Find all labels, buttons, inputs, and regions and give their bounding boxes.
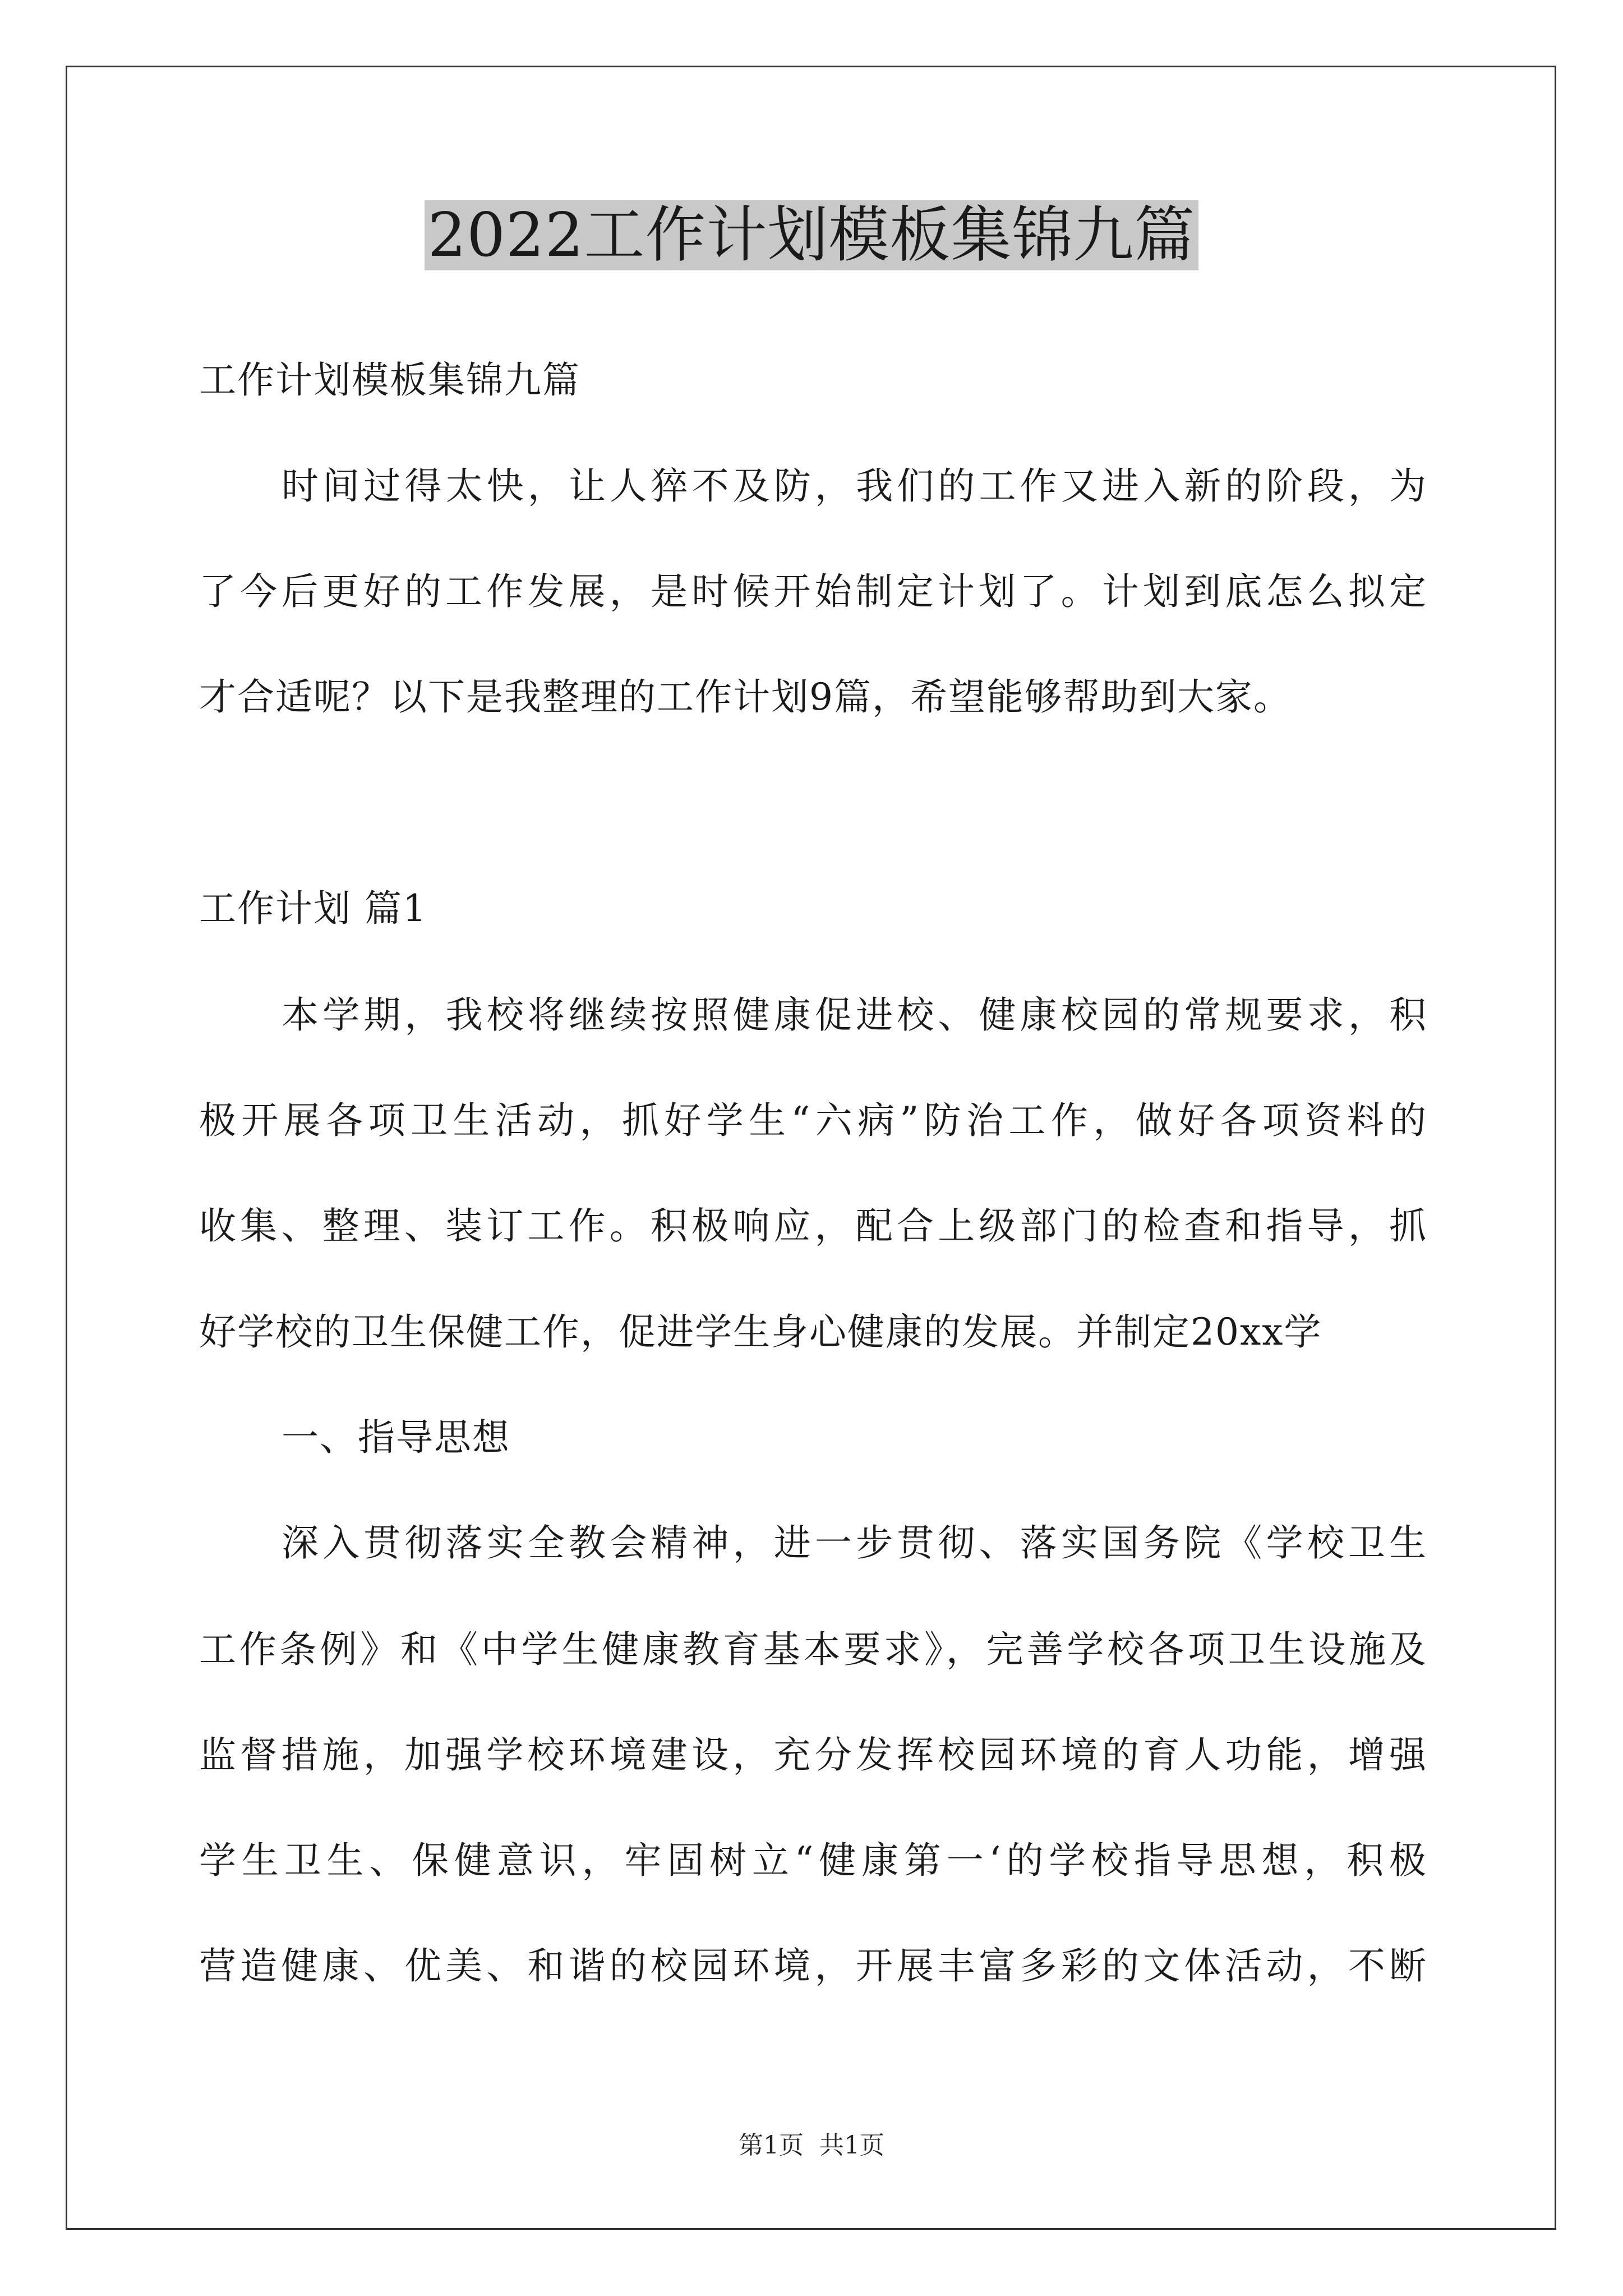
paragraph-line: 了今后更好的工作发展，是时候开始制定计划了。计划到底怎么拟定 [199, 570, 1427, 613]
paragraph-line: 收集、整理、装订工作。积极响应，配合上级部门的检查和指导，抓 [199, 1204, 1427, 1248]
paragraph-line: 才合适呢？以下是我整理的工作计划9篇，希望能够帮助到大家。 [199, 675, 1292, 719]
paragraph-line: 营造健康、优美、和谐的校园环境，开展丰富多彩的文体活动，不断 [199, 1944, 1427, 1987]
document-title-text: 2022工作计划模板集锦九篇 [425, 200, 1199, 270]
page-footer [0, 2129, 1623, 2162]
paragraph-line: 时间过得太快，让人猝不及防，我们的工作又进入新的阶段，为 [282, 464, 1427, 508]
page-count: 共1页 [819, 2131, 884, 2160]
section-heading: 工作计划 篇1 [199, 887, 427, 930]
subsection-heading: 一、指导思想 [282, 1416, 510, 1459]
subtitle-line: 工作计划模板集锦九篇 [199, 358, 580, 402]
document-title [0, 194, 1623, 278]
paragraph-line: 监督措施，加强学校环境建设，充分发挥校园环境的育人功能，增强 [199, 1733, 1427, 1777]
paragraph-line: 深入贯彻落实全教会精神，进一步贯彻、落实国务院《学校卫生 [282, 1521, 1427, 1565]
paragraph-line: 好学校的卫生保健工作，促进学生身心健康的发展。并制定20xx学 [199, 1310, 1322, 1354]
paragraph-line: 极开展各项卫生活动，抓好学生“六病”防治工作，做好各项资料的 [199, 1099, 1427, 1142]
page-number: 第1页 [739, 2131, 804, 2160]
paragraph-line: 工作条例》和《中学生健康教育基本要求》，完善学校各项卫生设施及 [199, 1628, 1427, 1671]
paragraph-line: 学生卫生、保健意识，牢固树立“健康第一‘的学校指导思想，积极 [199, 1839, 1427, 1882]
paragraph-line: 本学期，我校将继续按照健康促进校、健康校园的常规要求，积 [282, 993, 1427, 1037]
